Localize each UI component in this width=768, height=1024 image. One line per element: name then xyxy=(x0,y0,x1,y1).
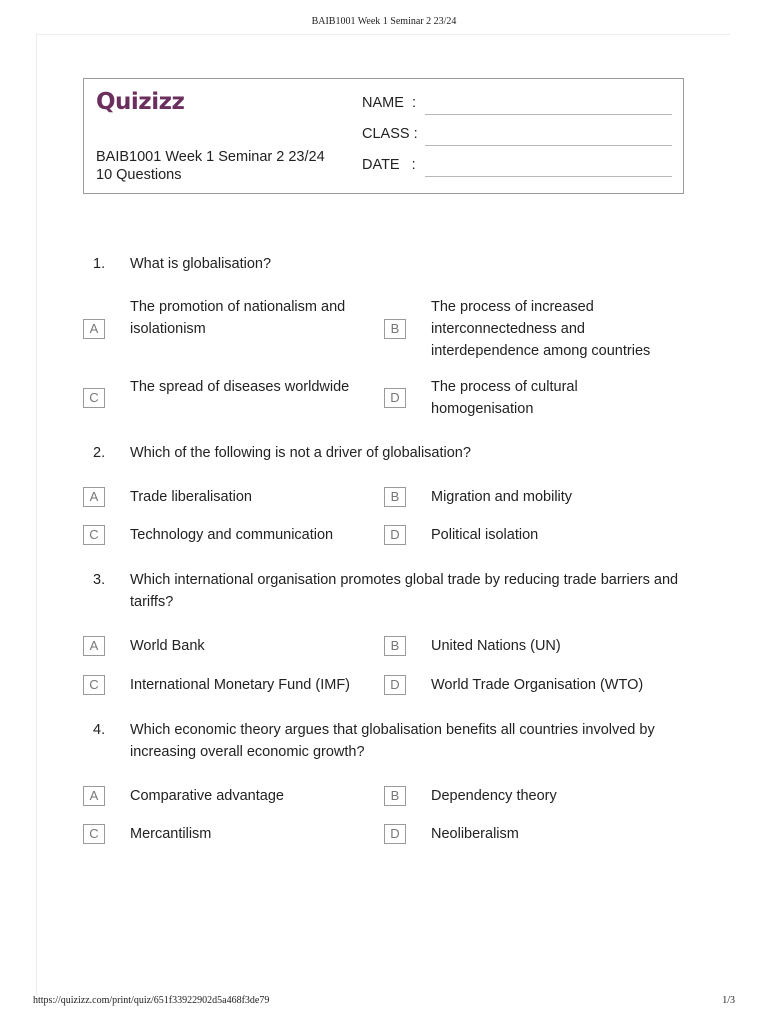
option-letter-box: B xyxy=(384,636,406,656)
option-text: Trade liberalisation xyxy=(130,489,252,505)
question-count: 10 Questions xyxy=(96,167,182,183)
option-text: Mercantilism xyxy=(130,826,212,842)
option-letter-box: A xyxy=(83,487,105,507)
class-field[interactable] xyxy=(362,124,672,148)
option-letter-box: A xyxy=(83,786,105,806)
option-text: The promotion of nationalism and isolationism xyxy=(130,299,346,337)
option-letter-box: C xyxy=(83,824,105,844)
option-text: Dependency theory xyxy=(431,788,557,804)
class-line xyxy=(425,145,672,146)
question-number: 1. xyxy=(93,256,106,272)
option-letter-box: B xyxy=(384,319,406,339)
option-text: The process of increased interconnectedness and interdependence among countries xyxy=(431,299,651,359)
footer-page-number: 1/3 xyxy=(722,995,735,1006)
question-number: 3. xyxy=(93,572,106,588)
option-letter-box: D xyxy=(384,525,406,545)
option-text: Neoliberalism xyxy=(431,826,519,842)
question-text: What is globalisation? xyxy=(130,256,272,272)
name-label: NAME : xyxy=(362,95,416,111)
option-text: The spread of diseases worldwide xyxy=(130,379,350,395)
option-text: International Monetary Fund (IMF) xyxy=(130,677,351,693)
option-letter-box: A xyxy=(83,319,105,339)
footer-url: https://quizizz.com/print/quiz/651f33922902d5a468f3de79 xyxy=(33,995,270,1006)
print-header-title: BAIB1001 Week 1 Seminar 2 23/24 xyxy=(311,16,457,27)
option-text: Migration and mobility xyxy=(431,489,573,505)
question-number: 2. xyxy=(93,445,106,461)
quiz-title: BAIB1001 Week 1 Seminar 2 23/24 xyxy=(96,149,325,165)
option-text: Political isolation xyxy=(431,527,539,543)
option-text: Comparative advantage xyxy=(130,788,284,804)
option-letter-box: D xyxy=(384,675,406,695)
option-letter-box: C xyxy=(83,675,105,695)
option-letter-box: C xyxy=(83,525,105,545)
quizizz-logo: Quizizz xyxy=(96,89,185,115)
option-letter-box: B xyxy=(384,786,406,806)
option-letter-box: C xyxy=(83,388,105,408)
option-text: World Bank xyxy=(130,638,205,654)
class-label: CLASS : xyxy=(362,126,418,142)
question-text: Which international organisation promotes global trade by reducing trade barriers and tariffs? xyxy=(130,572,679,610)
option-letter-box: B xyxy=(384,487,406,507)
question-text: Which economic theory argues that globalisation benefits all countries involved by increasing overall economic growth? xyxy=(130,722,655,760)
quiz-header-box xyxy=(83,78,684,194)
date-line xyxy=(425,176,672,177)
option-letter-box: A xyxy=(83,636,105,656)
question-text: Which of the following is not a driver of globalisation? xyxy=(130,445,471,461)
option-text: Technology and communication xyxy=(130,527,334,543)
option-text: United Nations (UN) xyxy=(431,638,561,654)
name-field[interactable] xyxy=(362,93,672,117)
option-letter-box: D xyxy=(384,824,406,844)
option-letter-box: D xyxy=(384,388,406,408)
name-line xyxy=(425,114,672,115)
date-label: DATE : xyxy=(362,157,416,173)
option-text: World Trade Organisation (WTO) xyxy=(431,677,644,693)
question-number: 4. xyxy=(93,722,106,738)
date-field[interactable] xyxy=(362,155,672,179)
option-text: The process of cultural homogenisation xyxy=(431,379,578,417)
